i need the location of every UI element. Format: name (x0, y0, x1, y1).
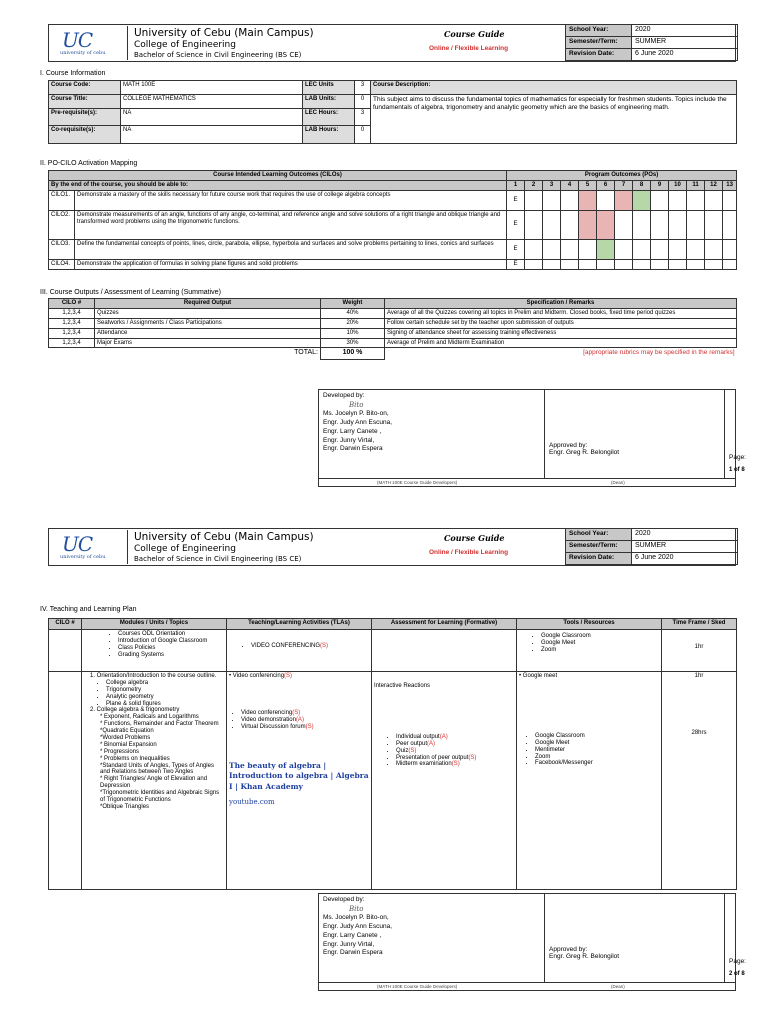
output-name: Quizzes (95, 308, 321, 318)
cilo-id: CILO4. (49, 259, 75, 269)
assessment-item (396, 761, 514, 768)
page-number: 2 of 8 (729, 971, 745, 977)
outputs-row (49, 308, 737, 318)
topic-item: *Quadratic Equation (100, 728, 154, 735)
signoff-footer (319, 478, 735, 487)
output-weight: 40% (321, 308, 385, 318)
page-label: Page: (729, 454, 746, 461)
cilo-id: CILO3. (49, 239, 75, 259)
po-cell (687, 259, 705, 269)
developed-label: Developed by: (323, 896, 365, 903)
po-cell: E (507, 259, 525, 269)
po-cell (705, 239, 723, 259)
developer-name: Engr. Darwin Espera (323, 445, 383, 453)
course-code-label: Course Code: (49, 81, 121, 95)
assessment-item (396, 734, 514, 741)
topic-item: • Trigonometry (106, 687, 224, 694)
program-name: Bachelor of Science in Civil Engineering (BS CE) (134, 555, 302, 563)
outputs-header-output: Required Output (95, 299, 321, 309)
learning-mode: Online / Flexible Learning (429, 549, 509, 556)
by-end-label: By the end of the course, you should be able to: (49, 180, 507, 190)
tool-item: • Google meet (519, 673, 558, 679)
lab-units-value: 0 (355, 95, 371, 109)
tla-text: Video conferencing (241, 709, 293, 716)
po-cell (705, 259, 723, 269)
po-cell (651, 190, 669, 210)
plan-topics-cell (82, 630, 227, 672)
po-cell (687, 210, 705, 239)
po-number: 4 (561, 180, 579, 190)
po-cell (525, 259, 543, 269)
po-cell: E (507, 210, 525, 239)
time-frame: 1hr (694, 673, 704, 679)
po-number: 11 (687, 180, 705, 190)
tool-item: • Google Classroom (535, 733, 659, 740)
assessment-tag: (A) (427, 740, 436, 747)
outputs-row (49, 328, 737, 338)
revision-value: 6 June 2020 (632, 49, 738, 61)
po-number: 7 (615, 180, 633, 190)
tla-tag: (S) (305, 723, 314, 730)
po-cell (597, 259, 615, 269)
po-cell (561, 259, 579, 269)
program-name: Bachelor of Science in Civil Engineering (BS CE) (134, 51, 302, 59)
output-name: Major Exams (95, 338, 321, 348)
section-course-info-title: I. Course Information (40, 70, 106, 77)
po-cell (525, 210, 543, 239)
outputs-header-remarks: Specification / Remarks (385, 299, 737, 309)
course-title-label: Course Title: (49, 95, 121, 109)
term-value: SUMMER (632, 541, 738, 553)
course-description: This subject aims to discuss the fundamental topics of mathematics for especially for freshmen students. Topics include the fundamentals of algebra, trigonometry and analytic geometry which are the basics of engineering math. (371, 95, 737, 144)
developer-name: Engr. Darwin Espera (323, 949, 383, 957)
tla-text: Video conferencing (232, 673, 285, 679)
output-weight: 30% (321, 338, 385, 348)
po-number: 12 (705, 180, 723, 190)
page-header (48, 24, 736, 62)
assessment-item (396, 748, 514, 755)
tla-text: VIDEO CONFERENCING (251, 643, 321, 649)
page-cell (725, 390, 768, 478)
plan-tools-cell (517, 672, 662, 890)
term-label: Semester/Term: (566, 541, 632, 553)
approver-name: Engr. Greg R. Belongilot (549, 953, 620, 960)
university-name: University of Cebu (Main Campus) (134, 27, 314, 39)
assessment-tag: (S) (451, 761, 460, 768)
output-remarks: Average of Prelim and Midterm Examination (385, 338, 737, 348)
po-cell (651, 259, 669, 269)
signoff-block (318, 389, 746, 487)
po-cell (723, 259, 737, 269)
college-name: College of Engineering (134, 40, 236, 50)
course-code-value: MATH 100E (121, 81, 303, 95)
lab-hours-value: 0 (355, 126, 371, 144)
po-cell (543, 190, 561, 210)
developer-name: Engr. Larry Canete , (323, 931, 382, 939)
po-cell (723, 210, 737, 239)
po-cell (705, 190, 723, 210)
developer-name: Engr. Larry Canete , (323, 427, 382, 435)
logo-subtitle: university of cebu (60, 50, 106, 56)
school-year-label: School Year: (566, 529, 632, 541)
course-title-value: COLLEGE MATHEMATICS (121, 95, 303, 109)
tla-tag: (A) (295, 716, 304, 723)
tla-item (241, 710, 369, 717)
university-name: University of Cebu (Main Campus) (134, 531, 314, 543)
course-description-label: Course Description: (371, 81, 737, 95)
po-cell (615, 259, 633, 269)
plan-cilo-cell (49, 630, 82, 672)
po-cell (615, 210, 633, 239)
assessment-tag: (S) (408, 747, 417, 754)
dean-caption: (Dean) (611, 480, 625, 485)
po-cell (633, 239, 651, 259)
tool-text: Google meet (522, 673, 558, 679)
po-cell (543, 259, 561, 269)
cilo-text: Demonstrate a mastery of the skills necessary for future course work that requires the use of college algebra concepts (75, 190, 507, 210)
tla-item: • Video conferencing(S) (229, 673, 293, 679)
cilo-text: Demonstrate measurements of an angle, functions of any angle, co-terminal, and reference angle and solve solutions of a right triangle and oblique triangle and transformed word problems using the trigonometric functions. (75, 210, 507, 239)
po-cell (597, 190, 615, 210)
meta-table (565, 24, 738, 61)
output-cilo: 1,2,3,4 (49, 328, 95, 338)
po-number: 9 (651, 180, 669, 190)
section-plan-title: IV. Teaching and Learning Plan (40, 606, 137, 613)
signoff-footer (319, 982, 735, 991)
tool-item: • Google Meet (541, 640, 659, 647)
topic-item: • Grading Systems (118, 652, 224, 659)
po-number: 3 (543, 180, 561, 190)
topic-item: * Right Triangles/ Angle of Elevation and Depression (100, 776, 208, 790)
topic-item: • Analytic geometry (106, 694, 224, 701)
tla-tag: (S) (320, 643, 329, 649)
topic-item: *Oblique Triangles (100, 803, 150, 810)
plan-tla-cell (227, 672, 372, 890)
developer-name: Engr. Judy Ann Escuna, (323, 922, 393, 930)
po-cell (669, 239, 687, 259)
page-label: Page: (729, 958, 746, 965)
time-frame-cell (662, 672, 737, 890)
outputs-row (49, 318, 737, 328)
section-outputs-title: III. Course Outputs / Assessment of Learning (Summative) (40, 289, 221, 296)
outputs-header-weight: Weight (321, 299, 385, 309)
outputs-row (49, 338, 737, 348)
rubric-note: [appropriate rubrics may be specified in the remarks] (583, 349, 735, 357)
topic-item: * Progressions (100, 748, 140, 755)
developer-name: Engr. Judy Ann Escuna, (323, 418, 393, 426)
school-year-value: 2020 (632, 529, 738, 541)
plan-table (48, 618, 737, 890)
prereq-label: Pre-requisite(s): (49, 109, 121, 126)
output-name: Attendance (95, 328, 321, 338)
tla-item (241, 717, 369, 724)
school-year-value: 2020 (632, 25, 738, 37)
tool-item: • Zoom (535, 754, 659, 761)
approver-cell (545, 390, 725, 478)
tool-item: • Zoom (541, 647, 659, 654)
plan-assessment-cell (372, 630, 517, 672)
learning-mode: Online / Flexible Learning (429, 45, 509, 52)
topic-item: • Class Policies (118, 645, 224, 652)
plan-assessment-cell (372, 672, 517, 890)
po-cell (633, 190, 651, 210)
assessment-item (396, 755, 514, 762)
plan-row (49, 672, 737, 890)
coreq-label: Co-requisite(s): (49, 126, 121, 144)
section-mapping-title: II. PO-CILO Activation Mapping (40, 160, 138, 167)
assessment-text: Individual output (396, 733, 440, 740)
time-frame: 1hr (662, 630, 737, 672)
lab-units-label: LAB Units: (303, 95, 355, 109)
output-cilo: 1,2,3,4 (49, 318, 95, 328)
po-number: 6 (597, 180, 615, 190)
po-cell (525, 239, 543, 259)
po-cell (669, 190, 687, 210)
plan-row (49, 630, 737, 672)
output-remarks: Signing of attendance sheet for assessing training effectiveness (385, 328, 737, 338)
tla-text: Video demonstration (241, 716, 296, 723)
assessment-heading: Interactive Reactions (374, 683, 431, 689)
approver-name: Engr. Greg R. Belongilot (549, 449, 620, 456)
tla-tag: (S) (284, 673, 293, 679)
assessment-tag: (S) (468, 754, 477, 761)
outputs-header-cilo: CILO # (49, 299, 95, 309)
course-guide-title: Course Guide (444, 29, 505, 39)
output-name: Seatworks / Assignments / Class Participations (95, 318, 321, 328)
assessment-text: Quiz (396, 747, 409, 754)
lec-hours-label: LEC Hours: (303, 109, 355, 126)
output-cilo: 1,2,3,4 (49, 308, 95, 318)
po-number: 13 (723, 180, 737, 190)
topic-item: * Problems on Inequalities (100, 755, 170, 762)
page-cell (725, 894, 768, 982)
po-cilo-table (48, 170, 737, 270)
dean-caption: (Dean) (611, 984, 625, 989)
topic-item: *Trigonometric Identities and Algebraic Signs of Trigonometric Functions (100, 790, 220, 804)
tool-item: • Mentimeter (535, 747, 659, 754)
cilo-text: Define the fundamental concepts of points, lines, circle, parabola, ellipse, hyperbola and surfaces and solve problems pertaining to lines, conics and surfaces (75, 239, 507, 259)
cilo-header: Course Intended Learning Outcomes (CILOs) (49, 171, 507, 181)
developer-name: Engr. Junry Virtal, (323, 436, 375, 444)
logo-subtitle: university of cebu (60, 554, 106, 560)
assessment-text: Midterm examination (396, 761, 452, 768)
assessment-text: Peer output (396, 740, 428, 747)
total-label: TOTAL: (294, 349, 318, 357)
topic-item: • Introduction of Google Classroom (118, 638, 224, 645)
output-remarks: Follow certain schedule set by the teacher upon submission of outputs (385, 318, 737, 328)
output-weight: 10% (321, 328, 385, 338)
output-remarks: Average of all the Quizzes covering all topics in Prelim and Midterm. Closed books, fixed time period quizzes (385, 308, 737, 318)
po-cell (615, 239, 633, 259)
developer-signature: Bito (349, 400, 364, 409)
term-label: Semester/Term: (566, 37, 632, 49)
topic-heading: 2. College algebra & trigonometry (90, 707, 180, 714)
course-info-table (48, 80, 737, 144)
term-value: SUMMER (632, 37, 738, 49)
assessment-item (396, 741, 514, 748)
cilo-id: CILO2. (49, 210, 75, 239)
approved-label: Approved by: (549, 946, 588, 953)
po-cell (633, 210, 651, 239)
po-cell (543, 239, 561, 259)
po-cell (561, 190, 579, 210)
plan-cilo-cell (49, 672, 82, 890)
po-cell (615, 190, 633, 210)
topic-item: • Plane & solid figures (106, 701, 224, 708)
tla-tag: (S) (292, 709, 301, 716)
po-cell (597, 210, 615, 239)
college-name: College of Engineering (134, 544, 236, 554)
po-cell (651, 210, 669, 239)
developer-name: Ms. Jocelyn P. Bito-on, (323, 410, 389, 418)
plan-header-cilo: CILO # (49, 619, 82, 630)
plan-topics-cell (82, 672, 227, 890)
po-cell (543, 210, 561, 239)
developers-cell (319, 390, 545, 478)
plan-tla-cell (227, 630, 372, 672)
po-cell (705, 210, 723, 239)
page-header (48, 528, 736, 566)
po-number: 10 (669, 180, 687, 190)
logo-mark: UC (62, 28, 93, 52)
plan-header-modules: Modules / Units / Topics (82, 619, 227, 630)
approved-label: Approved by: (549, 442, 588, 449)
university-logo (50, 530, 128, 564)
meta-table (565, 528, 738, 565)
po-header: Program Outcomes (POs) (507, 171, 737, 181)
assessment-text: Presentation of peer output (396, 754, 469, 761)
plan-header-assessment: Assessment for Learning (Formative) (372, 619, 517, 630)
lab-hours-label: LAB Hours: (303, 126, 355, 144)
po-cell (687, 190, 705, 210)
time-frame: 28hrs (691, 729, 707, 736)
po-cell (525, 190, 543, 210)
po-cell (579, 259, 597, 269)
tool-item: • Google Classroom (541, 633, 659, 640)
po-cell (579, 239, 597, 259)
tla-item (251, 643, 369, 650)
plan-header-tlas: Teaching/Learning Activities (TLAs) (227, 619, 372, 630)
tool-item: • Facebook/Messenger (535, 760, 659, 767)
revision-label: Revision Date: (566, 49, 632, 61)
developers-caption: (MATH 100E Course Guide Developers) (377, 984, 458, 989)
school-year-label: School Year: (566, 25, 632, 37)
po-cell (669, 259, 687, 269)
topic-item: *Worded Problems (100, 735, 151, 742)
cilo-id: CILO1. (49, 190, 75, 210)
output-weight: 20% (321, 318, 385, 328)
plan-header-time: Time Frame / Sked (662, 619, 737, 630)
po-cell (669, 210, 687, 239)
video-source: youtube.com (229, 798, 275, 807)
po-cell: E (507, 239, 525, 259)
po-cell (633, 259, 651, 269)
po-cell (723, 239, 737, 259)
cilo-text: Demonstrate the application of formulas in solving plane figures and solid problems (75, 259, 507, 269)
coreq-value: NA (121, 126, 303, 144)
page-number: 1 of 8 (729, 467, 745, 473)
po-cell (561, 239, 579, 259)
developer-name: Engr. Junry Virtal, (323, 940, 375, 948)
topic-item: * Functions, Remainder and Factor Theorem (100, 721, 219, 728)
revision-label: Revision Date: (566, 553, 632, 565)
po-cell (579, 210, 597, 239)
signoff-block (318, 893, 746, 991)
lec-units-value: 3 (355, 81, 371, 95)
topic-item: • College algebra (106, 680, 224, 687)
topic-item: • Courses ODL Orientation (118, 631, 224, 638)
tla-item (241, 724, 369, 731)
plan-tools-cell (517, 630, 662, 672)
assessment-tag: (A) (439, 733, 448, 740)
po-cell (579, 190, 597, 210)
developed-label: Developed by: (323, 392, 365, 399)
approver-cell (545, 894, 725, 982)
plan-header-tools: Tools / Resources (517, 619, 662, 630)
tool-item: • Google Meet (535, 740, 659, 747)
tla-text: Virtual Discussion forum (241, 723, 306, 730)
po-cell (723, 190, 737, 210)
outputs-table (48, 298, 737, 360)
po-cell (687, 239, 705, 259)
total-value: 100 % (321, 348, 385, 359)
video-link[interactable]: The beauty of algebra | Introduction to algebra | Algebra I | Khan Academy (229, 760, 369, 792)
po-number: 2 (525, 180, 543, 190)
developers-cell (319, 894, 545, 982)
course-guide-title: Course Guide (444, 533, 505, 543)
developers-caption: (MATH 100E Course Guide Developers) (377, 480, 458, 485)
po-cell: E (507, 190, 525, 210)
topic-heading: 1. Orientation/Introduction to the course outline. (90, 673, 217, 679)
po-number: 5 (579, 180, 597, 190)
topic-item: * Exponent, Radicals and Logarithms (100, 714, 199, 721)
logo-mark: UC (62, 532, 93, 556)
topic-item: *Standard Units of Angles, Types of Angles and Relations between Two Angles (100, 762, 214, 776)
po-cell (651, 239, 669, 259)
developer-name: Ms. Jocelyn P. Bito-on, (323, 914, 389, 922)
po-cell (561, 210, 579, 239)
po-number: 1 (507, 180, 525, 190)
revision-value: 6 June 2020 (632, 553, 738, 565)
lec-units-label: LEC Units (303, 81, 355, 95)
developer-signature: Bito (349, 904, 364, 913)
topic-item: * Binomial Expansion (100, 741, 157, 748)
output-cilo: 1,2,3,4 (49, 338, 95, 348)
university-logo (50, 26, 128, 60)
po-cell (597, 239, 615, 259)
po-number: 8 (633, 180, 651, 190)
lec-hours-value: 3 (355, 109, 371, 126)
prereq-value: NA (121, 109, 303, 126)
